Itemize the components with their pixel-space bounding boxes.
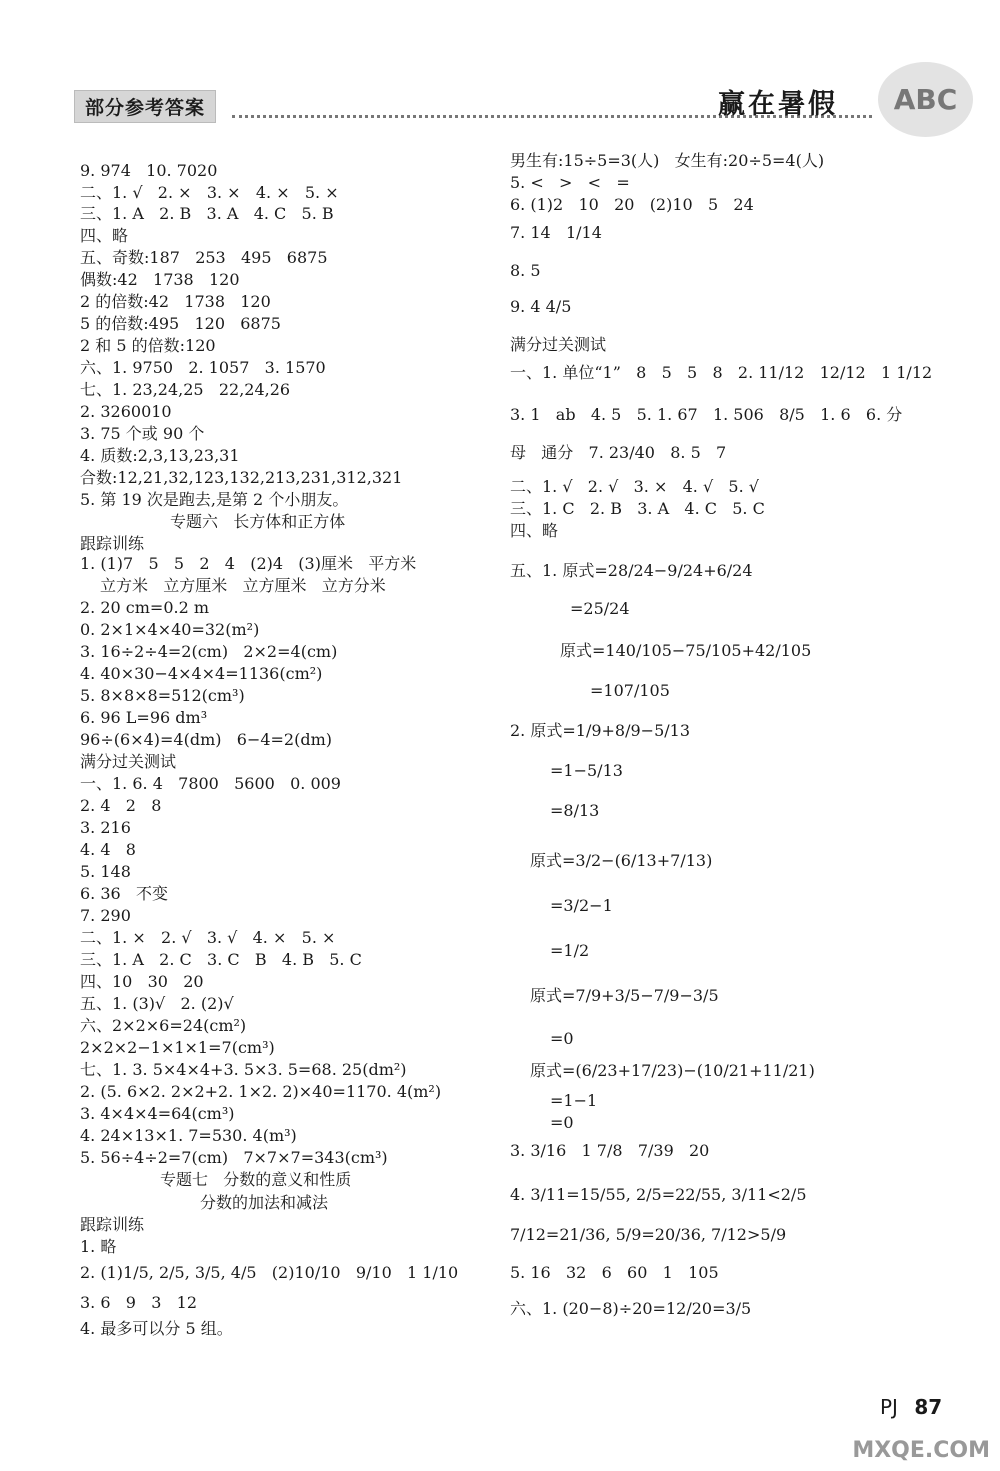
answer-line: =8/13 [550,801,600,820]
answer-line: 5. 56÷4÷2=7(cm) 7×7×7=343(cm³) [80,1148,388,1167]
answer-line: 合数:12,21,32,123,132,213,231,312,321 [80,468,403,487]
answer-line: 偶数:42 1738 120 [80,270,240,289]
answer-line: =3/2−1 [550,896,613,915]
answer-line: 5 的倍数:495 120 6875 [80,314,281,333]
answer-line: 原式=(6/23+17/23)−(10/21+11/21) [530,1061,815,1080]
brand-title: 赢在暑假 [718,89,838,120]
answer-line: 四、略 [510,521,559,540]
answer-line: 4. 最多可以分 5 组。 [80,1319,233,1338]
answer-line: 满分过关测试 [510,335,607,354]
answer-line: 7/12=21/36, 5/9=20/36, 7/12>5/9 [510,1225,787,1244]
answer-line: 7. 290 [80,906,131,925]
answer-line: 5. 16 32 6 60 1 105 [510,1263,719,1282]
answer-line: 2. (5. 6×2. 2×2+2. 1×2. 2)×40=1170. 4(m²) [80,1082,442,1101]
answer-line: 3. 6 9 3 12 [80,1293,198,1312]
answer-line: 一、1. 6. 4 7800 5600 0. 009 [80,774,341,793]
answer-line: 4. 4 8 [80,840,136,859]
answer-line: 4. 质数:2,3,13,23,31 [80,446,240,465]
answer-line: =0 [550,1113,574,1132]
page-footer [880,1395,942,1419]
answer-line: =1−5/13 [550,761,623,780]
answer-line: 跟踪训练 [80,534,145,553]
answer-line: 2. 20 cm=0.2 m [80,598,210,617]
answer-line: =1/2 [550,941,590,960]
answer-line: 母 通分 7. 23/40 8. 5 7 [510,443,727,462]
answer-line: 四、10 30 20 [80,972,204,991]
section-tag: 部分参考答案 [74,90,216,123]
answer-line: 三、1. A 2. C 3. C B 4. B 5. C [80,950,362,969]
answer-line: 四、略 [80,226,129,245]
answer-line: 3. 16÷2÷4=2(cm) 2×2=4(cm) [80,642,338,661]
answer-line: 满分过关测试 [80,752,177,771]
page-header [0,0,1000,150]
answer-line: 7. 14 1/14 [510,223,602,242]
answer-line: 4. 3/11=15/55, 2/5=22/55, 3/11<2/5 [510,1185,807,1204]
answer-line: 七、1. 3. 5×4×4+3. 5×3. 5=68. 25(dm²) [80,1060,407,1079]
answer-line: 2. 3260010 [80,402,172,421]
answer-line: 5. < > < = [510,173,630,192]
answer-line: 3. 3/16 1 7/8 7/39 20 [510,1141,710,1160]
answer-line: 六、1. 9750 2. 1057 3. 1570 [80,358,326,377]
answer-line: =0 [550,1029,574,1048]
page-number: 87 [914,1395,943,1419]
answer-line: 一、1. 单位“1” 8 5 5 8 2. 11/12 12/12 1 1/12 [510,363,933,382]
answer-line: 五、1. (3)√ 2. (2)√ [80,994,234,1013]
answer-line: =107/105 [590,681,670,700]
answer-line: 9. 4 4/5 [510,297,572,316]
answer-line: 分数的加法和减法 [200,1193,329,1212]
answer-line: 0. 2×1×4×40=32(m²) [80,620,260,639]
answer-line: 6. (1)2 10 20 (2)10 5 24 [510,195,754,214]
answer-line: 6. 96 L=96 dm³ [80,708,208,727]
answer-line: 专题六 长方体和正方体 [170,512,346,531]
answer-line: 三、1. A 2. B 3. A 4. C 5. B [80,204,334,223]
answer-line: 1. 略 [80,1237,117,1256]
answer-line: 3. 216 [80,818,131,837]
answer-line: 五、1. 原式=28/24−9/24+6/24 [510,561,753,580]
answer-line: 男生有:15÷5=3(人) 女生有:20÷5=4(人) [510,151,825,170]
answer-line: 七、1. 23,24,25 22,24,26 [80,380,291,399]
answer-line: 二、1. × 2. √ 3. √ 4. × 5. × [80,928,336,947]
answer-line: 专题七 分数的意义和性质 [160,1170,352,1189]
answer-line: 4. 24×13×1. 7=530. 4(m³) [80,1126,297,1145]
answer-line: 5. 8×8×8=512(cm³) [80,686,245,705]
answer-line: 六、1. (20−8)÷20=12/20=3/5 [510,1299,752,1318]
answer-line: 2. (1)1/5, 2/5, 3/5, 4/5 (2)10/10 9/10 1 1/10 [80,1263,459,1282]
answer-line: 5. 148 [80,862,131,881]
answer-line: 立方米 立方厘米 立方厘米 立方分米 [100,576,386,595]
answer-line: 原式=3/2−(6/13+7/13) [530,851,713,870]
answer-line: 五、奇数:187 253 495 6875 [80,248,328,267]
answer-line: 96÷(6×4)=4(dm) 6−4=2(dm) [80,730,333,749]
abc-logo-icon: ABC [878,62,973,137]
answer-line: 原式=140/105−75/105+42/105 [560,641,812,660]
answer-line: 4. 40×30−4×4×4=1136(cm²) [80,664,323,683]
answer-line: 2. 原式=1/9+8/9−5/13 [510,721,691,740]
edition-code: PJ [880,1395,898,1419]
answer-line: 2×2×2−1×1×1=7(cm³) [80,1038,275,1057]
answer-line: 原式=7/9+3/5−7/9−3/5 [530,986,719,1005]
answer-line: 跟踪训练 [80,1215,145,1234]
answer-line: 二、1. √ 2. √ 3. × 4. √ 5. √ [510,477,759,496]
answer-line: =1−1 [550,1091,598,1110]
answer-line: =25/24 [570,599,630,618]
answer-line: 3. 4×4×4=64(cm³) [80,1104,235,1123]
answer-line: 三、1. C 2. B 3. A 4. C 5. C [510,499,765,518]
answer-line: 5. 第 19 次是跑去,是第 2 个小朋友。 [80,490,349,509]
watermark: MXQE.COM [852,1438,990,1463]
answer-line: 3. 75 个或 90 个 [80,424,205,443]
answer-line: 1. (1)7 5 5 2 4 (2)4 (3)厘米 平方米 [80,554,417,573]
answer-line: 6. 36 不变 [80,884,168,903]
answer-line: 2 和 5 的倍数:120 [80,336,216,355]
answer-line: 8. 5 [510,261,541,280]
answer-line: 9. 974 10. 7020 [80,161,218,180]
answer-line: 2. 4 2 8 [80,796,162,815]
answer-line: 六、2×2×6=24(cm²) [80,1016,247,1035]
answer-line: 二、1. √ 2. × 3. × 4. × 5. × [80,183,339,202]
answer-line: 2 的倍数:42 1738 120 [80,292,271,311]
answer-line: 3. 1 ab 4. 5 5. 1. 67 1. 506 8/5 1. 6 6. 分 [510,405,903,424]
